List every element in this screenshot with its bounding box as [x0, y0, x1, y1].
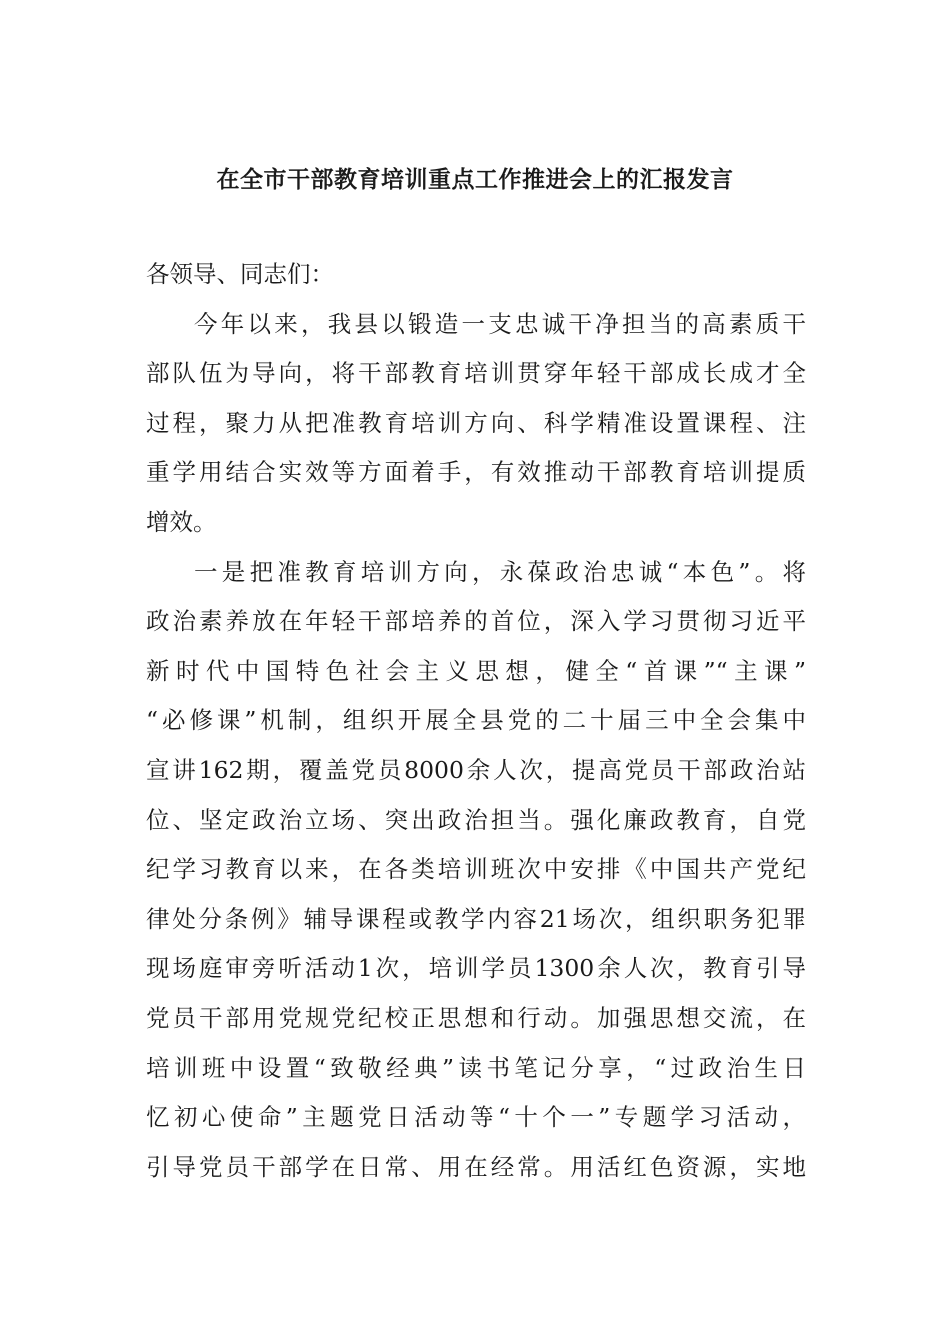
text-line: 各领导、同志们： — [146, 260, 334, 288]
text-line: 培训班中设置“致敬经典”读书笔记分享，“过政治生日 — [146, 1053, 806, 1082]
text-line: 忆初心使命”主题党日活动等“十个一”专题学习活动， — [146, 1103, 806, 1132]
text-line: 党员干部用党规党纪校正思想和行动。加强思想交流，在 — [146, 1003, 806, 1032]
text-line: 宣讲162期，覆盖党员8000余人次，提高党员干部政治站 — [146, 755, 806, 784]
text-line: 过程，聚力从把准教育培训方向、科学精准设置课程、注 — [146, 408, 806, 437]
text-line: 一是把准教育培训方向，永葆政治忠诚“本色”。将 — [194, 557, 806, 586]
text-line: 增效。 — [146, 507, 217, 536]
text-line: 新时代中国特色社会主义思想，健全“首课”“主课” — [146, 656, 806, 685]
text-line: 现场庭审旁听活动1次，培训学员1300余人次，教育引导 — [146, 954, 806, 983]
text-line: 今年以来，我县以锻造一支忠诚干净担当的高素质干 — [194, 309, 806, 338]
text-line: 位、坚定政治立场、突出政治担当。强化廉政教育，自党 — [146, 805, 806, 834]
document-title: 在全市干部教育培训重点工作推进会上的汇报发言 — [216, 166, 734, 193]
text-line: 重学用结合实效等方面着手，有效推动干部教育培训提质 — [146, 458, 806, 487]
text-line: “必修课”机制，组织开展全县党的二十届三中全会集中 — [146, 706, 806, 735]
text-line: 引导党员干部学在日常、用在经常。用活红色资源，实地 — [146, 1152, 806, 1181]
text-line: 律处分条例》辅导课程或教学内容21场次，组织职务犯罪 — [146, 904, 806, 933]
document-body — [146, 250, 806, 1192]
text-line: 纪学习教育以来，在各类培训班次中安排《中国共产党纪 — [146, 855, 806, 884]
text-line: 政治素养放在年轻干部培养的首位，深入学习贯彻习近平 — [146, 607, 806, 636]
text-line: 部队伍为导向，将干部教育培训贯穿年轻干部成长成才全 — [146, 359, 806, 388]
